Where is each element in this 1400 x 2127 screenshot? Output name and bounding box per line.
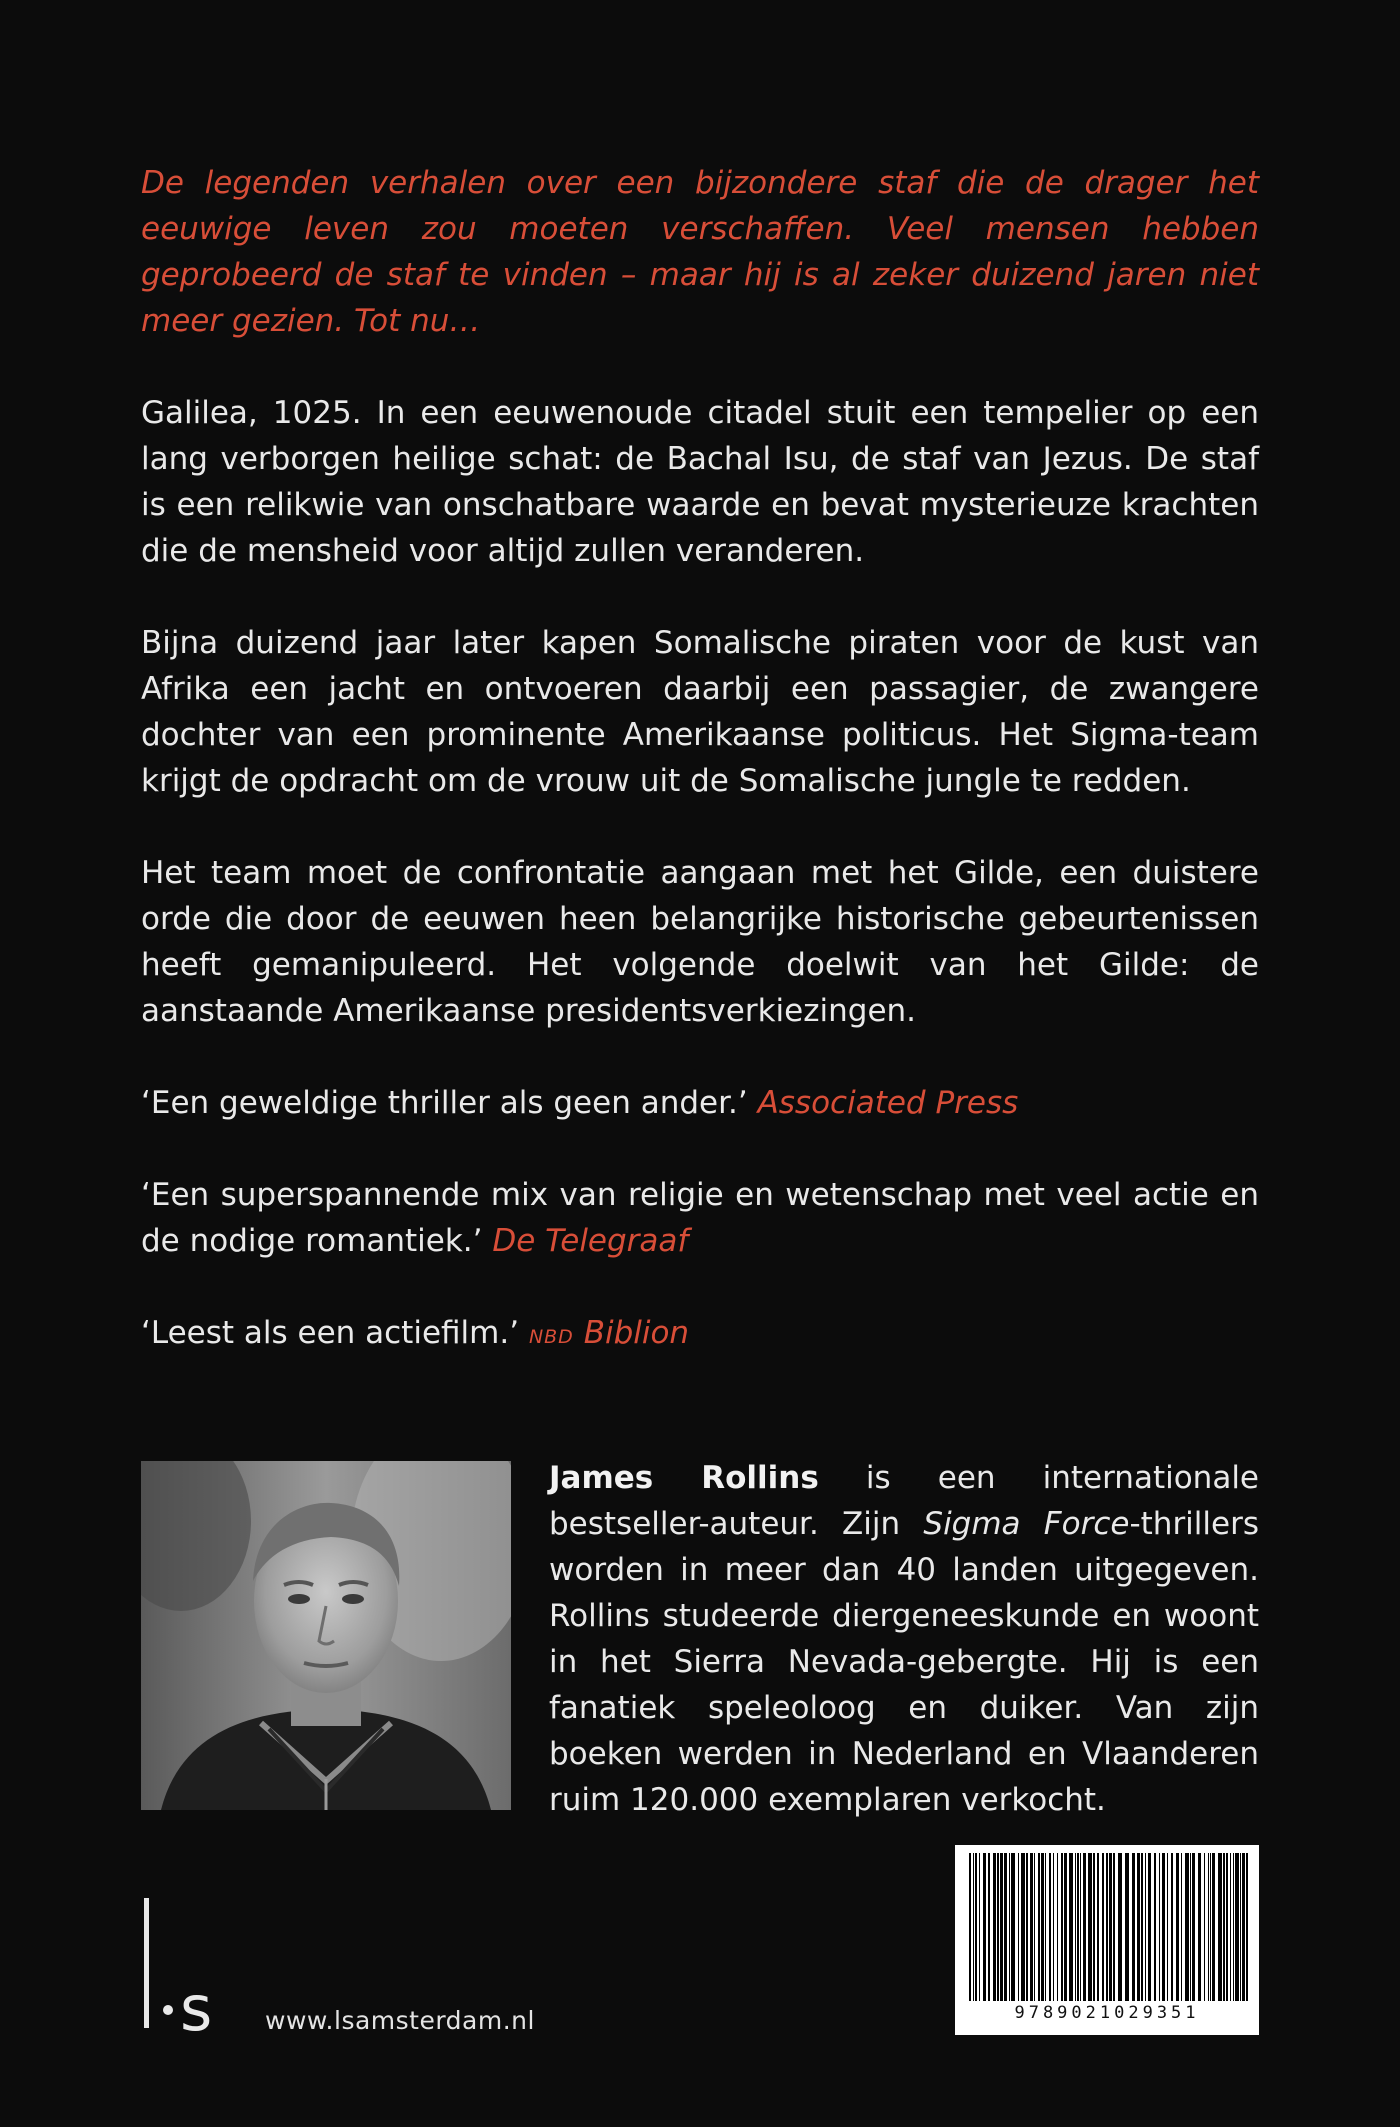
quote-source-prefix: NBD	[528, 1326, 574, 1348]
author-name: James Rollins	[549, 1460, 819, 1496]
quote-text: ‘Leest als een actiefilm.’	[141, 1315, 520, 1351]
paragraph-gilde: Het team moet de confrontatie aangaan met het Gilde, een duistere orde die door de eeuwen heen belangrijke historische gebeurtenissen heeft gemanipuleerd. Het volgende doelwit van het Gilde: de aanstaande Amerikaanse presidentsverkiezingen.	[141, 855, 1259, 1029]
publisher-logo	[140, 1898, 260, 2038]
isbn-number: 9789021029351	[1014, 2003, 1200, 2023]
paragraph-galilea: Galilea, 1025. In een eeuwenoude citadel stuit een tempelier op een lang verborgen heilige schat: de Bachal Isu, de staf van Jezus. De staf is een relikwie van onschatbare waarde en bevat mysterieuze krachten die de mensheid voor altijd zullen veranderen.	[141, 395, 1259, 569]
barcode-bar	[1240, 1853, 1241, 2001]
publisher-url[interactable]: www.lsamsterdam.nl	[265, 2006, 535, 2035]
bio-text-2: -thrillers worden in meer dan 40 landen uitgegeven. Rollins studeerde diergeneeskunde en woont in het Sierra Nevada-gebergte. Hij is een fanatiek speleoloog en duiker. Van zijn boeken werden in Nederland en Vlaanderen ruim 120.000 exemplaren verkocht.	[549, 1506, 1259, 1818]
barcode-bar	[973, 1853, 974, 2001]
barcode-bar	[1083, 1853, 1086, 2001]
barcode-bar	[1208, 1853, 1209, 2001]
quote-text: ‘Een geweldige thriller als geen ander.’	[141, 1085, 748, 1121]
barcode-bar	[1061, 1853, 1063, 2001]
author-section	[141, 1460, 1260, 1818]
barcode-bar	[1145, 1853, 1146, 2001]
barcode-bar	[1125, 1853, 1129, 2001]
barcode-bar	[1106, 1853, 1108, 2001]
barcode-bar	[1057, 1853, 1058, 2001]
barcode-bar	[1167, 1853, 1168, 2001]
barcode-bar	[1226, 1853, 1228, 2001]
barcode-bar	[1141, 1853, 1143, 2001]
barcode-bar	[1159, 1853, 1160, 2001]
paragraph-somalia: Bijna duizend jaar later kapen Somalische piraten voor de kust van Afrika een jacht en ontvoeren daarbij een passagier, de zwangere dochter van een prominente Amerikaanse politicus. Het Sigma-team krijgt de opdracht om de vrouw uit de Somalische jungle te redden.	[141, 625, 1259, 799]
barcode-bar	[1162, 1853, 1165, 2001]
barcode-bar	[1102, 1853, 1104, 2001]
quote-source: Biblion	[583, 1315, 690, 1351]
barcode-bar	[1097, 1853, 1099, 2001]
barcode-bar	[1009, 1853, 1010, 2001]
barcode-bar	[1018, 1853, 1019, 2001]
barcode-bar	[1004, 1853, 1007, 2001]
barcode-bar	[1109, 1853, 1112, 2001]
barcode-bar	[1077, 1853, 1079, 2001]
barcode-bar	[1113, 1853, 1115, 2001]
barcode-bar	[997, 1853, 999, 2001]
barcode-bar	[979, 1853, 980, 2001]
barcode-bar	[1118, 1853, 1122, 2001]
barcode-bar	[1045, 1853, 1046, 2001]
barcode-bar	[1137, 1853, 1140, 2001]
quote-source: De Telegraaf	[492, 1223, 689, 1259]
barcode-bar	[1030, 1853, 1033, 2001]
barcode-bar	[1233, 1853, 1234, 2001]
barcode-bar	[1190, 1853, 1191, 2001]
barcode-bar	[1064, 1853, 1067, 2001]
barcode-bar	[1246, 1853, 1248, 2001]
barcode-bar	[1034, 1853, 1035, 2001]
barcode-bar	[1069, 1853, 1073, 2001]
barcode-bar	[1242, 1853, 1245, 2001]
barcode-bar	[1053, 1853, 1054, 2001]
series-title: Sigma Force	[923, 1506, 1130, 1542]
svg-text:s: s	[180, 1972, 213, 2038]
barcode-bar	[1171, 1853, 1173, 2001]
barcode-bar	[1038, 1853, 1040, 2001]
barcode-bar	[1154, 1853, 1156, 2001]
isbn-barcode	[955, 1845, 1259, 2035]
review-quote	[141, 1172, 1259, 1264]
barcode-bar	[1223, 1853, 1225, 2001]
barcode-bar	[1192, 1853, 1195, 2001]
author-bio	[549, 1455, 1259, 1823]
bio-text-1: is een internationale bestseller-auteur. Zijn	[549, 1460, 1260, 1542]
barcode-bar	[993, 1853, 996, 2001]
barcode-bar	[1011, 1853, 1015, 2001]
barcode-bar	[1080, 1853, 1081, 2001]
barcode-bar	[1148, 1853, 1151, 2001]
barcode-bar	[1176, 1853, 1179, 2001]
barcode-bar	[1210, 1853, 1211, 2001]
barcode-bar	[1185, 1853, 1189, 2001]
intro-teaser: De legenden verhalen over een bijzondere staf die de drager het eeuwige leven zou moeten verschaffen. Veel mensen hebben geprobeerd de staf te vinden – maar hij is al zeker duizend jaren niet meer gezien. Tot nu…	[141, 165, 1259, 339]
quote-source: Associated Press	[757, 1085, 1019, 1121]
barcode-bar	[1198, 1853, 1201, 2001]
review-quote	[141, 1080, 1259, 1126]
blurb	[141, 160, 1259, 1360]
barcode-bar	[1093, 1853, 1095, 2001]
barcode-bar	[969, 1853, 971, 2001]
barcode-bar	[1088, 1853, 1092, 2001]
barcode-bar	[1041, 1853, 1044, 2001]
quote-text: ‘Een superspannende mix van religie en wetenschap met veel actie en de nodige romantiek.’	[141, 1177, 1259, 1259]
review-quote	[141, 1310, 1259, 1360]
barcode-bar	[1132, 1853, 1135, 2001]
barcode-bar	[1026, 1853, 1028, 2001]
barcode-bar	[1235, 1853, 1239, 2001]
barcode-bar	[1204, 1853, 1205, 2001]
barcode-bar	[1212, 1853, 1215, 2001]
barcode-bar	[983, 1853, 986, 2001]
barcode-bar	[1218, 1853, 1222, 2001]
author-photo	[141, 1461, 511, 1810]
barcode-bar	[1075, 1853, 1076, 2001]
barcode-bar	[1021, 1853, 1025, 2001]
barcode-bar	[1049, 1853, 1051, 2001]
barcode-bar	[1230, 1853, 1231, 2001]
barcode-bar	[1181, 1853, 1182, 2001]
barcode-bar	[975, 1853, 977, 2001]
barcode-bar	[988, 1853, 990, 2001]
barcode-bar	[1000, 1853, 1003, 2001]
